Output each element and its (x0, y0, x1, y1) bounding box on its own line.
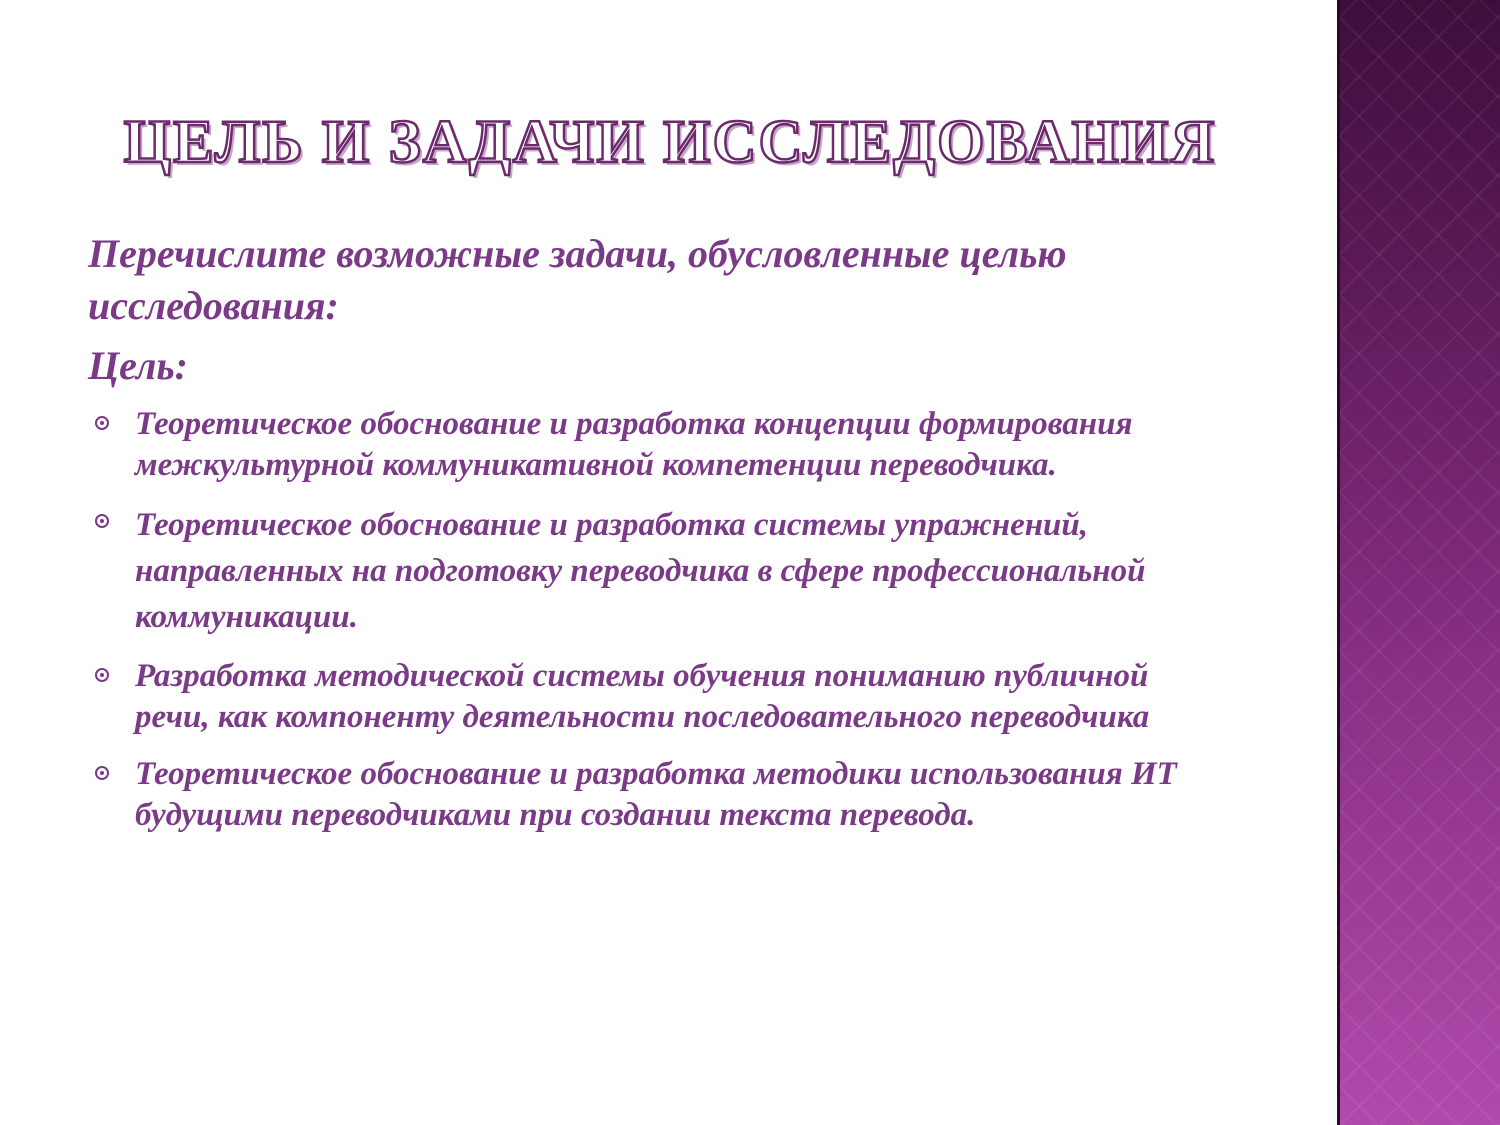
task-item (88, 502, 1208, 640)
task-item (88, 656, 1208, 738)
task-item (88, 754, 1208, 836)
task-item (88, 404, 1208, 486)
goal-label: Цель: (88, 343, 188, 388)
circled-dot-icon (95, 416, 109, 430)
circled-dot-icon (95, 668, 109, 682)
slide-content (88, 228, 1208, 852)
slide-title: ЦЕЛЬ И ЗАДАЧИ ИССЛЕДОВАНИЯ (123, 109, 1217, 176)
task-text: Теоретическое обоснование и разработка концепции формирования межкультурной коммуникативной компетенции переводчика. (135, 406, 1133, 483)
circled-dot-icon (95, 766, 109, 780)
decorative-side-band (1337, 0, 1500, 1125)
task-text: Теоретическое обоснование и разработка методики использования ИТ будущими переводчиками при создании текста перевода. (135, 756, 1177, 833)
task-text: Теоретическое обоснование и разработка системы упражнений, направленных на подготовку переводчика в сфере профессиональной коммуникации. (135, 507, 1146, 635)
intro-text: Перечислите возможные задачи, обусловленные целью исследования: (88, 231, 1067, 328)
circled-dot-icon (95, 514, 109, 528)
task-list (88, 404, 1208, 836)
task-text: Разработка методической системы обучения пониманию публичной речи, как компоненту деятельности последовательного переводчика (135, 658, 1150, 735)
